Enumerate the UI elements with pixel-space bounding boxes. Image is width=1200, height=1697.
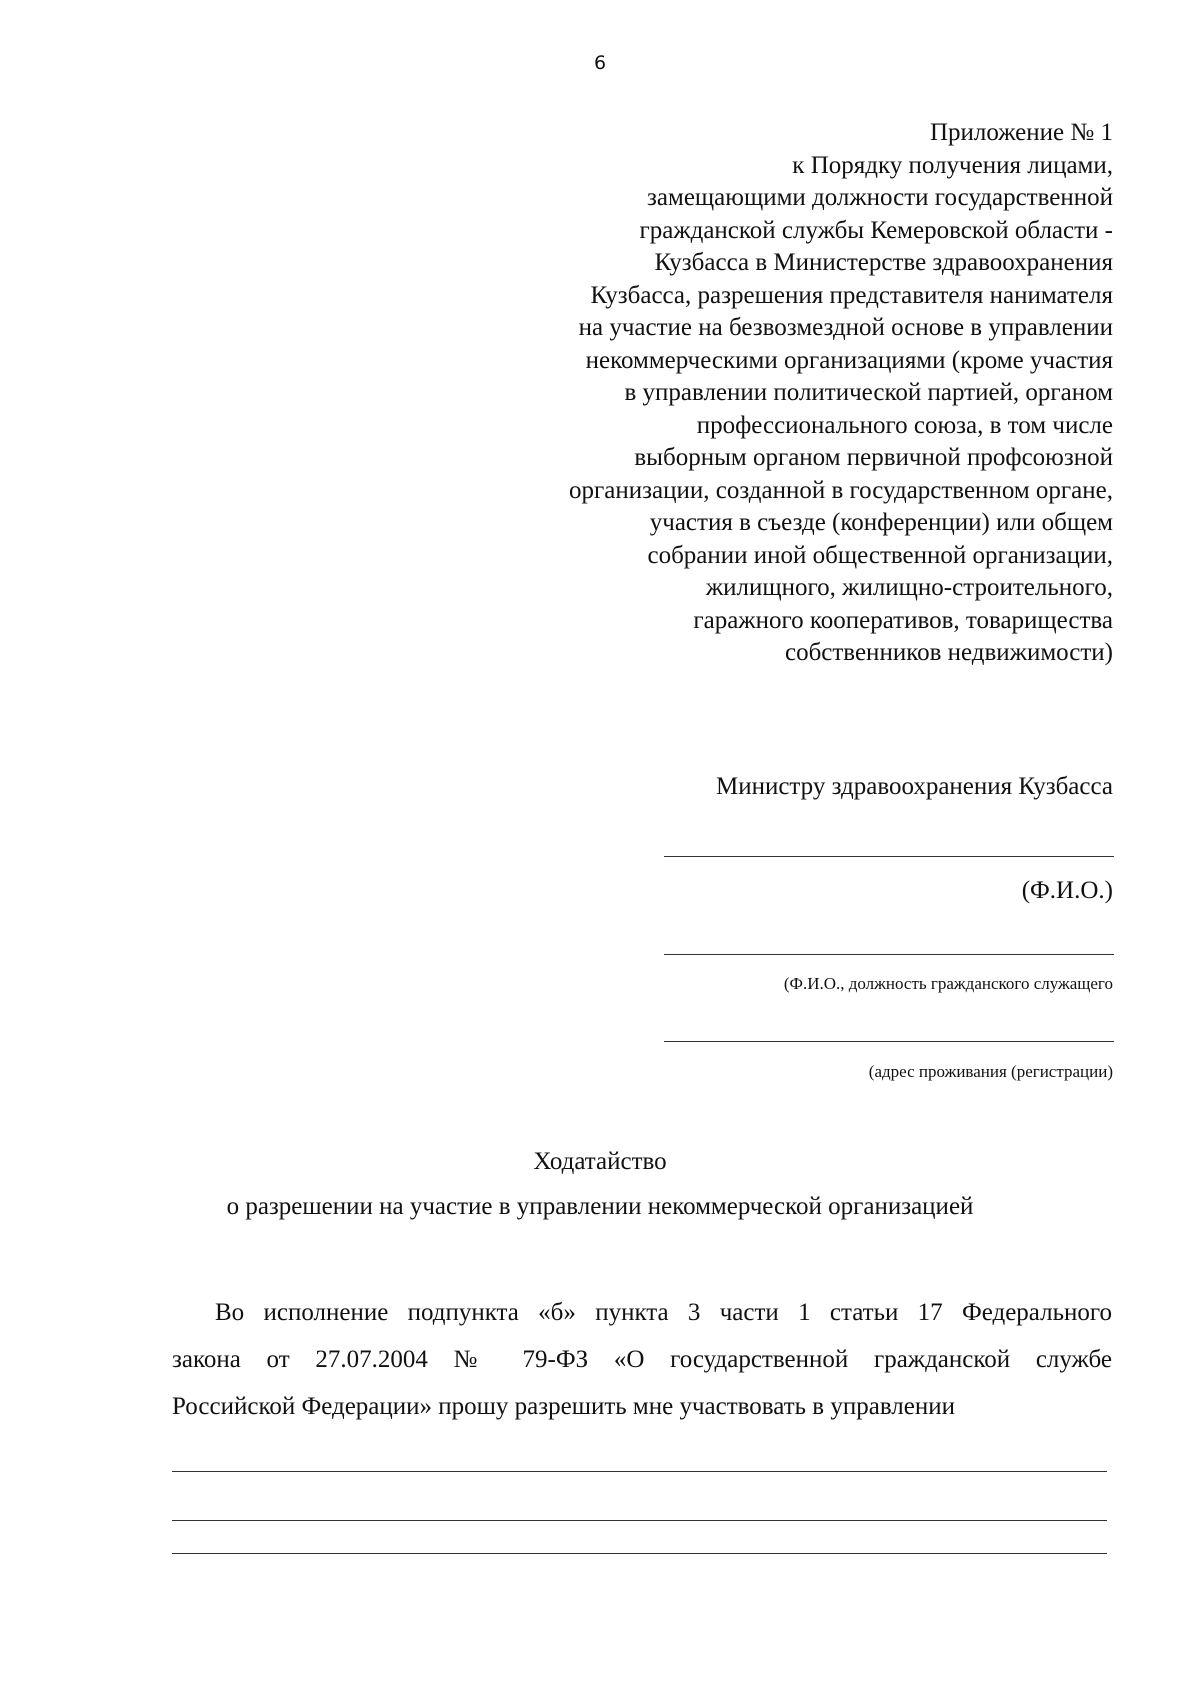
appendix-line: выборным органом первичной профсоюзной bbox=[634, 444, 1113, 471]
fio-caption: (Ф.И.О.) bbox=[1021, 877, 1113, 904]
appendix-line: к Порядку получения лицами, bbox=[792, 151, 1113, 179]
appendix-line: Кузбасса в Министерстве здравоохранения bbox=[654, 249, 1113, 276]
fio-blank-line bbox=[664, 856, 1114, 857]
appendix-line: собрании иной общественной организации, bbox=[647, 541, 1113, 569]
document-subtitle: о разрешении на участие в управлении некоммерческой организацией bbox=[226, 1193, 974, 1220]
body-line: Во исполнение подпункта «б» пункта 3 части 1 статьи 17 Федерального bbox=[215, 1299, 1112, 1326]
appendix-line: на участие на безвозмездной основе в управлении bbox=[578, 314, 1113, 341]
appendix-line: профессионального союза, в том числе bbox=[696, 411, 1113, 439]
appendix-line: некоммерческими организациями (кроме участия bbox=[585, 346, 1113, 374]
page-number: 6 bbox=[593, 52, 607, 74]
appendix-line: участия в съезде (конференции) или общем bbox=[649, 509, 1113, 536]
position-caption: (Ф.И.О., должность гражданского служащего bbox=[783, 974, 1113, 993]
appendix-line: организации, созданной в государственном органе, bbox=[569, 476, 1113, 504]
appendix-line: собственников недвижимости) bbox=[784, 639, 1113, 666]
addressee-title: Министру здравоохранения Кузбасса bbox=[715, 773, 1113, 800]
appendix-line: Приложение № 1 bbox=[929, 119, 1113, 146]
address-caption: (адрес проживания (регистрации) bbox=[868, 1062, 1113, 1081]
appendix-line: Кузбасса, разрешения представителя нанимателя bbox=[590, 281, 1113, 309]
body-line: Российской Федерации» прошу разрешить мне участвовать в управлении bbox=[172, 1393, 956, 1420]
document-title: Ходатайство bbox=[533, 1148, 667, 1175]
address-blank-line bbox=[664, 1041, 1114, 1042]
appendix-line: замещающими должности государственной bbox=[647, 184, 1113, 211]
appendix-line: гаражного кооперативов, товарищества bbox=[693, 606, 1113, 634]
appendix-line: гражданской службы Кемеровской области - bbox=[639, 216, 1113, 244]
appendix-line: в управлении политической партией, органом bbox=[624, 379, 1113, 406]
organization-blank-line bbox=[172, 1471, 1107, 1472]
appendix-header bbox=[473, 117, 1113, 670]
position-blank-line bbox=[664, 954, 1114, 955]
organization-blank-line bbox=[172, 1520, 1107, 1521]
appendix-line: жилищного, жилищно-строительного, bbox=[705, 574, 1113, 601]
petition-body bbox=[172, 1289, 1112, 1430]
organization-blank-line bbox=[172, 1553, 1107, 1554]
body-line: закона от 27.07.2004 № 79-ФЗ «О государственной гражданской службе bbox=[172, 1346, 1112, 1373]
